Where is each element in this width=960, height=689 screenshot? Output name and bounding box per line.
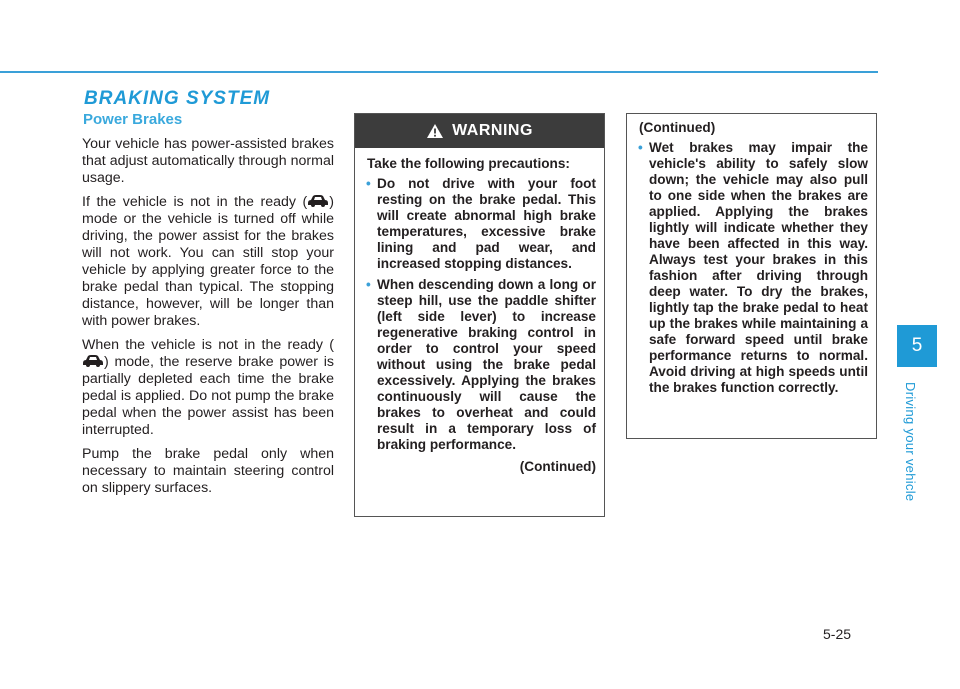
warning-continued: (Continued) xyxy=(519,459,596,474)
continued-heading: (Continued) xyxy=(639,120,716,135)
paragraph-3 xyxy=(82,337,334,439)
continued-bullet-1: • Wet brakes may impair the vehicle's ability to safely slow down; the vehicle may also pull to one side when the brakes are applied. Applying the brakes lightly will indicate whether they have been affected in this way. Always test your brakes in this fashion after driving through deep water. To dry the brakes, lightly tap the brake pedal to heat up the brakes while maintaining a safe forward speed until brake performance returns to normal. Avoid driving at high speeds until the brakes function correctly. xyxy=(639,140,868,396)
paragraph-2 xyxy=(82,194,334,330)
continued-warning-box xyxy=(626,113,877,439)
warning-intro: Take the following precautions: xyxy=(367,156,570,171)
paragraph-3-end: ) mode, the reserve brake power is partially depleted each time the brake pedal is applied. Do not pump the brake pedal when the power assist has been interrupted. xyxy=(82,354,334,438)
continued-body xyxy=(627,114,876,396)
chapter-label: Driving your vehicle xyxy=(903,382,918,502)
warning-header xyxy=(355,114,604,148)
warning-triangle-icon xyxy=(426,123,444,139)
warning-list xyxy=(367,176,596,453)
paragraph-2-end: ) mode or the vehicle is turned off while driving, the power assist for the brakes will not work. You can still stop your vehicle by applying greater force to the brake pedal than typical. The stopping distance, however, will be longer than with power brakes. xyxy=(82,194,334,329)
car-ready-icon xyxy=(82,354,104,368)
warning-box xyxy=(354,113,605,517)
subsection-title: Power Brakes xyxy=(83,111,183,128)
warning-bullet-2: • When descending down a long or steep hill, use the paddle shifter (left side lever) to increase regenerative braking control in order to control your speed without using the brake pedal excessively. Applying the brakes continuously will cause the brakes to overheat and could result in a temporary loss of braking performance. xyxy=(367,277,596,453)
paragraph-1: Your vehicle has power-assisted brakes that adjust automatically through normal usage. xyxy=(82,136,334,186)
paragraph-2-start: If the vehicle is not in the ready ( xyxy=(82,194,308,210)
warning-bullet-1: • Do not drive with your foot resting on the brake pedal. This will create abnormal high brake temperatures, excessive brake lining and pad wear, and increased stopping distances. xyxy=(367,176,596,272)
paragraph-3-start: When the vehicle is not in the ready ( xyxy=(82,337,334,353)
warning-title: WARNING xyxy=(452,122,533,139)
header-rule xyxy=(0,71,878,73)
warning-body xyxy=(355,148,604,475)
section-title: BRAKING SYSTEM xyxy=(84,88,271,109)
car-ready-icon xyxy=(307,194,329,208)
chapter-tab: 5 xyxy=(897,325,937,367)
page-number: 5-25 xyxy=(823,626,852,642)
paragraph-4: Pump the brake pedal only when necessary to maintain steering control on slippery surfaces. xyxy=(82,446,334,496)
continued-list xyxy=(639,140,868,396)
body-column xyxy=(82,136,334,504)
